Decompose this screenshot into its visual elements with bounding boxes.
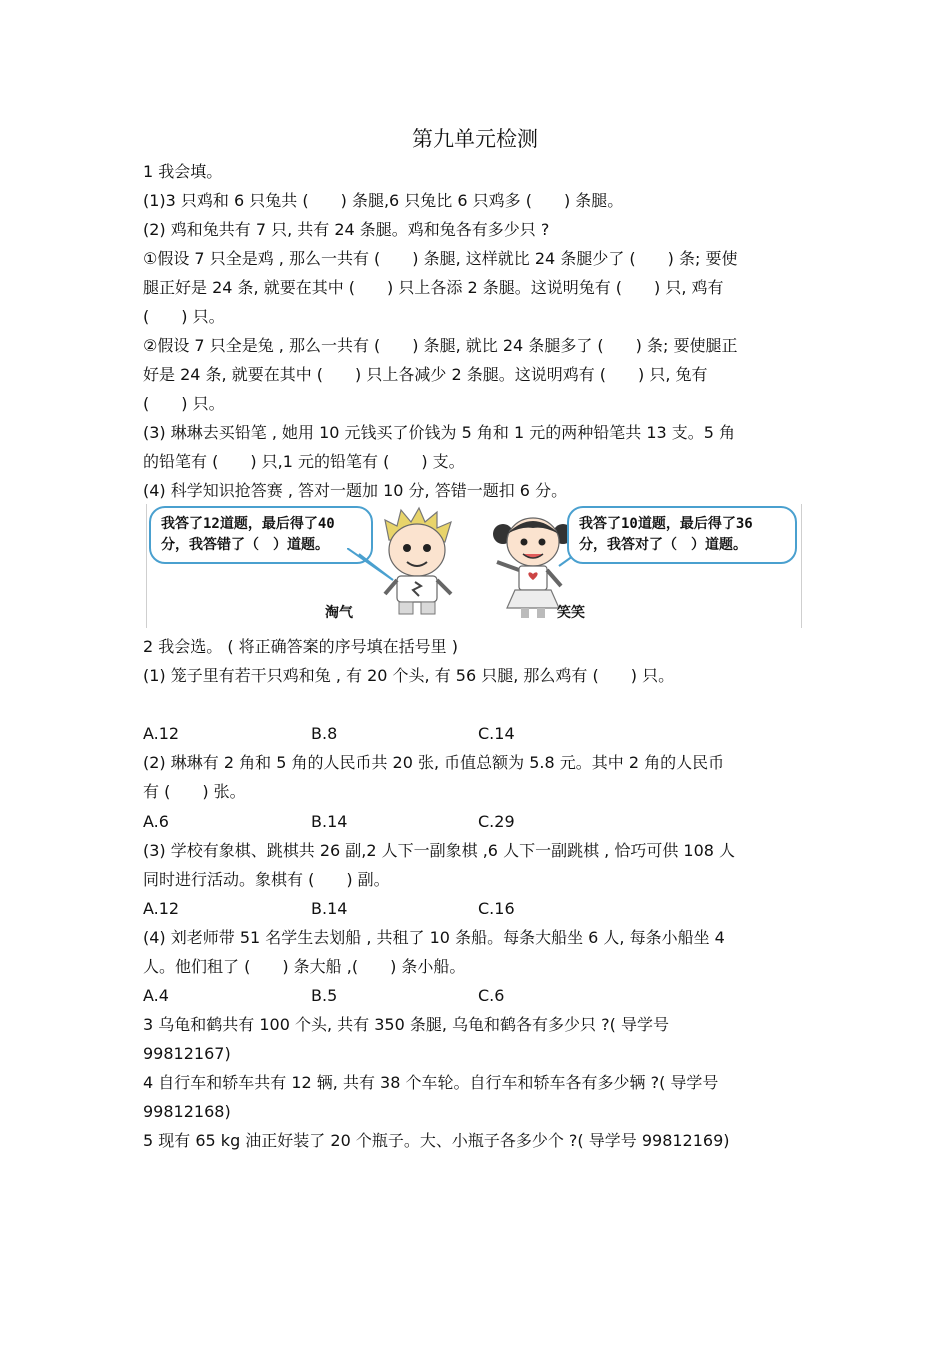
q2-1-option-c: C.14 [478,724,515,743]
question-1-2-a-line-1: ①假设 7 只全是鸡 , 那么一共有 ( ) 条腿, 这样就比 24 条腿少了 ( ) 条; 要使 [143,249,738,268]
question-1-2-b-line-3: ( ) 只。 [143,394,225,413]
boy-bubble-line-2: 分，我答错了（ ）道题。 [161,537,329,553]
q2-4-option-b: B.5 [311,986,338,1005]
question-2-3-line-1: (3) 学校有象棋、跳棋共 26 副,2 人下一副象棋 ,6 人下一副跳棋 , 恰巧可供 108 人 [143,841,736,860]
question-1-2-a-line-2: 腿正好是 24 条, 就要在其中 ( ) 只上各添 2 条腿。这说明兔有 ( ) 只, 鸡有 [143,278,724,297]
question-1-2-b-line-2: 好是 24 条, 就要在其中 ( ) 只上各减少 2 条腿。这说明鸡有 ( ) 只, 兔有 [143,365,708,384]
boy-name-label: 淘气 [325,605,353,621]
question-5: 5 现有 65 kg 油正好装了 20 个瓶子。大、小瓶子各多少个 ?( 导学号 99812169) [143,1131,730,1150]
girl-name-label: 笑笑 [557,605,585,621]
question-1-3-line-1: (3) 琳琳去买铅笔 , 她用 10 元钱买了价钱为 5 角和 1 元的两种铅笔共 13 支。5 角 [143,423,736,442]
q2-3-option-b: B.14 [311,899,348,918]
question-2-1: (1) 笼子里有若干只鸡和兔 , 有 20 个头, 有 56 只腿, 那么鸡有 ( ) 只。 [143,666,675,685]
section-1-heading: 1 我会填。 [143,162,223,181]
question-1-1: (1)3 只鸡和 6 只兔共 ( ) 条腿,6 只兔比 6 只鸡多 ( ) 条腿。 [143,191,624,210]
question-2-4-line-2: 人。他们租了 ( ) 条大船 ,( ) 条小船。 [143,957,466,976]
q2-1-option-b: B.8 [311,724,338,743]
question-1-2: (2) 鸡和兔共有 7 只, 共有 24 条腿。鸡和兔各有多少只 ? [143,220,550,239]
question-3-line-1: 3 乌龟和鹤共有 100 个头, 共有 350 条腿, 乌龟和鹤各有多少只 ?( 导学号 [143,1015,669,1034]
quiz-illustration [146,504,802,628]
girl-bubble-line-1: 我答了10道题，最后得了36 [579,516,753,532]
question-2-4-line-1: (4) 刘老师带 51 名学生去划船 , 共租了 10 条船。每条大船坐 6 人, 每条小船坐 4 [143,928,725,947]
q2-3-option-c: C.16 [478,899,515,918]
question-1-2-b-line-1: ②假设 7 只全是兔 , 那么一共有 ( ) 条腿, 就比 24 条腿多了 ( ) 条; 要使腿正 [143,336,738,355]
q2-2-option-c: C.29 [478,812,515,831]
boy-speech-bubble [149,506,373,564]
q2-3-option-a: A.12 [143,899,180,918]
question-2-3-line-2: 同时进行活动。象棋有 ( ) 副。 [143,870,390,889]
girl-bubble-line-2: 分，我答对了（ ）道题。 [579,537,747,553]
question-3-line-2: 99812167) [143,1044,231,1063]
q2-4-option-c: C.6 [478,986,505,1005]
q2-4-option-a: A.4 [143,986,169,1005]
question-2-2-line-2: 有 ( ) 张。 [143,782,246,801]
question-1-3-line-2: 的铅笔有 ( ) 只,1 元的铅笔有 ( ) 支。 [143,452,465,471]
boy-bubble-line-1: 我答了12道题，最后得了40 [161,516,335,532]
boy-figure-icon [367,506,467,618]
q2-2-option-a: A.6 [143,812,169,831]
q2-1-option-a: A.12 [143,724,180,743]
question-1-2-a-line-3: ( ) 只。 [143,307,225,326]
q2-2-option-b: B.14 [311,812,348,831]
question-2-2-line-1: (2) 琳琳有 2 角和 5 角的人民币共 20 张, 币值总额为 5.8 元。其中 2 角的人民币 [143,753,725,772]
page-title: 第九单元检测 [412,127,538,151]
section-2-heading: 2 我会选。 ( 将正确答案的序号填在括号里 ) [143,637,459,656]
question-1-4: (4) 科学知识抢答赛 , 答对一题加 10 分, 答错一题扣 6 分。 [143,481,568,500]
question-4-line-2: 99812168) [143,1102,231,1121]
girl-speech-bubble [567,506,797,564]
question-4-line-1: 4 自行车和轿车共有 12 辆, 共有 38 个车轮。自行车和轿车各有多少辆 ?( 导学号 [143,1073,719,1092]
